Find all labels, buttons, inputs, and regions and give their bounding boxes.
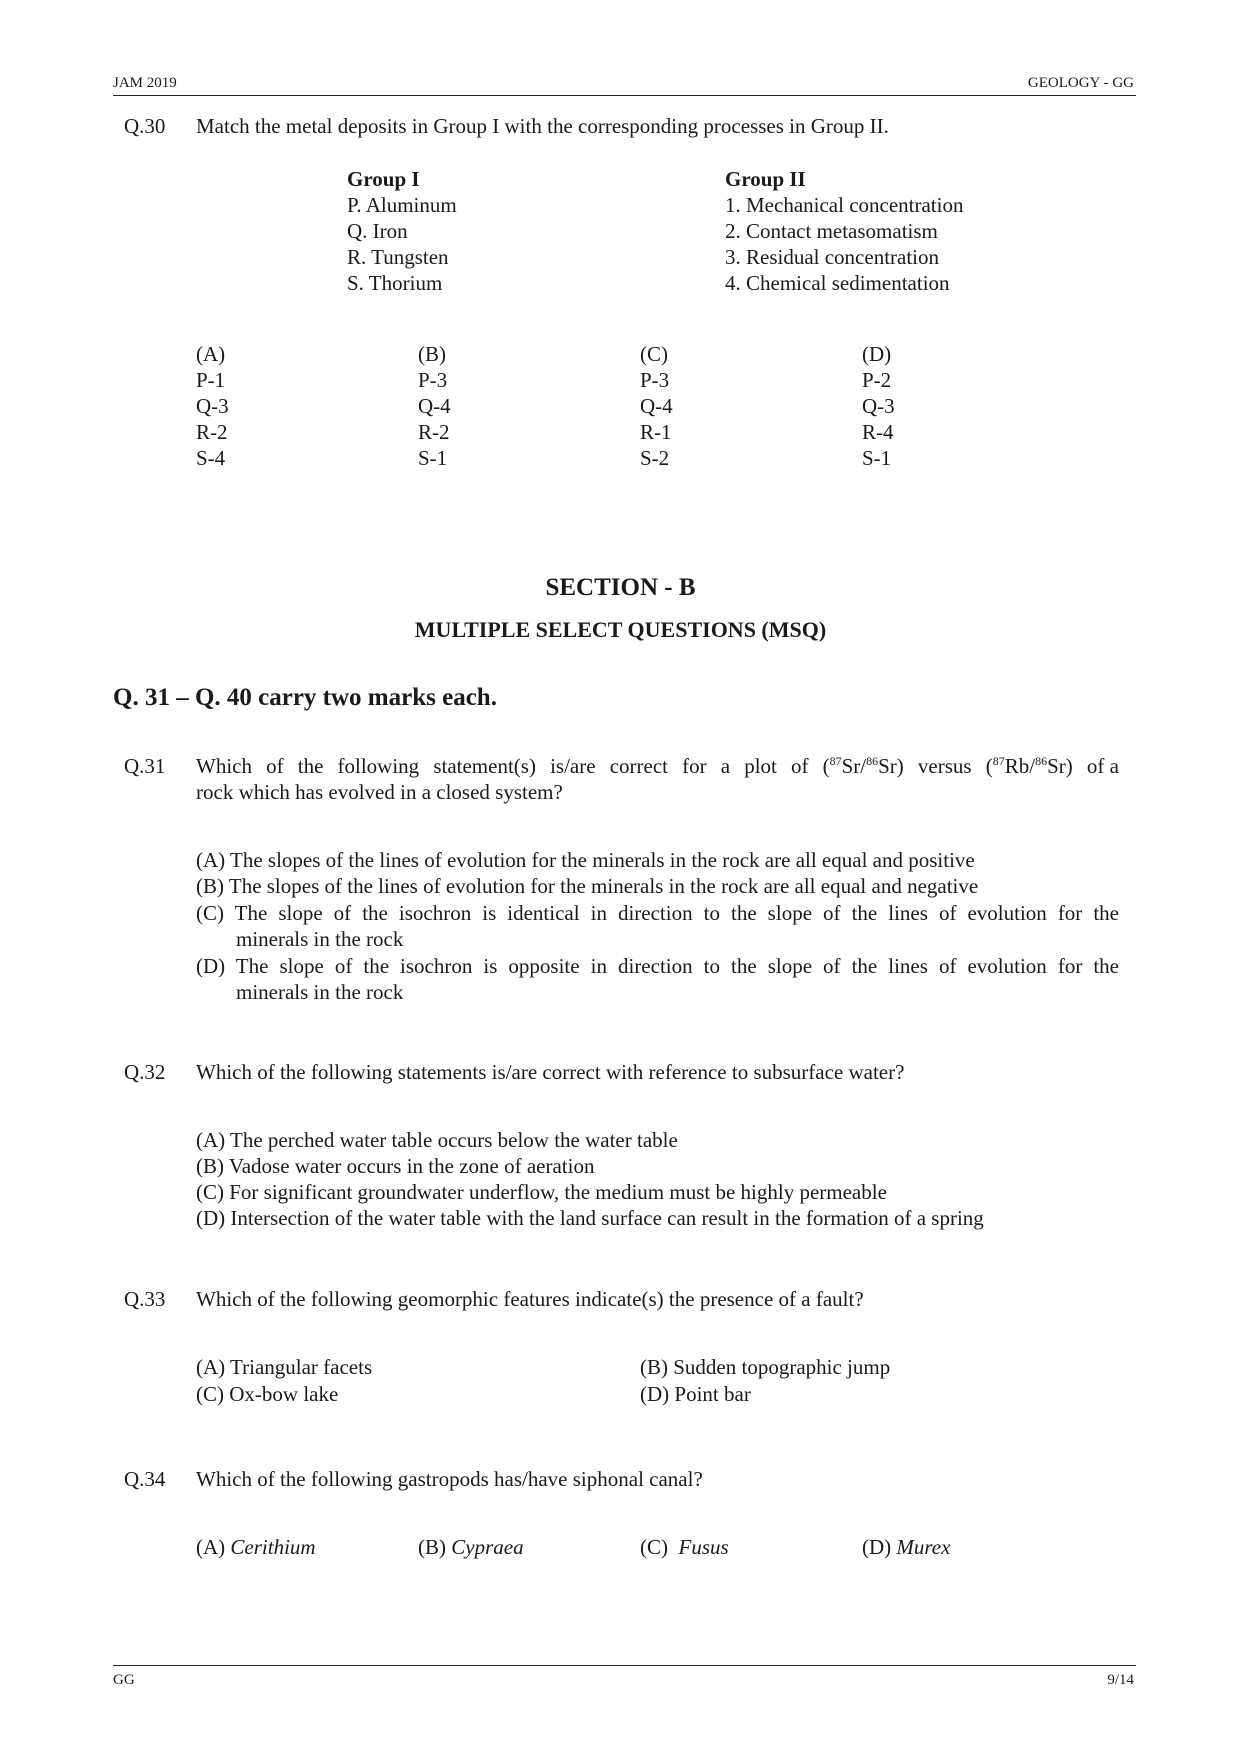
- word: the: [297, 754, 324, 778]
- header-left: JAM 2019: [113, 75, 177, 91]
- q30-option-b[interactable]: [418, 341, 451, 471]
- header-right: GEOLOGY - GG: [1027, 75, 1134, 91]
- section-title: SECTION - B: [545, 574, 696, 601]
- word: plot: [744, 754, 777, 778]
- option-label: (C): [640, 342, 668, 366]
- group1-item: R. Tungsten: [347, 245, 449, 269]
- group1-title: Group I: [347, 167, 420, 191]
- group2-title: Group II: [725, 167, 806, 191]
- q32-option-a[interactable]: (A) The perched water table occurs below the water table: [196, 1128, 678, 1152]
- word: of: [790, 754, 809, 778]
- word: Which: [196, 754, 252, 778]
- section-subtitle: MULTIPLE SELECT QUESTIONS (MSQ): [414, 617, 827, 642]
- q34-option-a[interactable]: [196, 1534, 316, 1560]
- q33-option-b[interactable]: (B) Sudden topographic jump: [640, 1355, 891, 1379]
- option-genus: Murex: [896, 1535, 951, 1559]
- option-line: R-4: [862, 420, 894, 444]
- q32-option-b[interactable]: (B) Vadose water occurs in the zone of aeration: [196, 1154, 595, 1178]
- q32-options: [196, 1127, 984, 1231]
- q31-option-c[interactable]: (C) The slope of the isochron is identical in direction to the slope of the lines of evolution for the: [196, 901, 1119, 925]
- word: following: [337, 754, 420, 778]
- q31-number: Q.31: [124, 754, 166, 778]
- group1-item: Q. Iron: [347, 219, 408, 243]
- group1-item: P. Aluminum: [347, 193, 457, 217]
- q33-option-c[interactable]: (C) Ox-bow lake: [196, 1382, 339, 1406]
- q30-text: Match the metal deposits in Group I with the corresponding processes in Group II.: [196, 114, 889, 138]
- option-line: S-1: [418, 446, 448, 470]
- group1: [347, 166, 457, 296]
- q33-text: Which of the following geomorphic features indicate(s) the presence of a fault?: [196, 1287, 864, 1311]
- q34-option-b[interactable]: [418, 1534, 524, 1560]
- q34-number: Q.34: [124, 1467, 166, 1491]
- option-label: (B): [418, 1535, 446, 1559]
- option-line: Q-3: [862, 394, 895, 418]
- q34-option-d[interactable]: [862, 1534, 950, 1560]
- group2-item: 4. Chemical sedimentation: [725, 271, 950, 295]
- q30-option-d[interactable]: [862, 341, 895, 471]
- footer-rule: [113, 1665, 1136, 1666]
- option-label: (D): [862, 342, 892, 366]
- q31-option-a[interactable]: (A) The slopes of the lines of evolution for the minerals in the rock are all equal and positive: [196, 848, 975, 872]
- option-line: Q-4: [640, 394, 673, 418]
- option-line: P-3: [640, 368, 670, 392]
- word: versus: [917, 754, 972, 778]
- word: is/are: [550, 754, 596, 778]
- group1-item: S. Thorium: [347, 271, 443, 295]
- option-genus: Fusus: [678, 1535, 729, 1559]
- q31-option-c-cont: minerals in the rock: [236, 927, 404, 951]
- option-label: (C): [640, 1535, 668, 1559]
- word: for: [682, 754, 707, 778]
- ratio-sr87-sr86: ($^{87}$Sr/$^{86}$Sr): [822, 754, 904, 778]
- word: of a: [1086, 754, 1119, 778]
- option-line: P-2: [862, 368, 892, 392]
- group2-item: 2. Contact metasomatism: [725, 219, 938, 243]
- marks-note: Q. 31 – Q. 40 carry two marks each.: [113, 684, 497, 711]
- option-line: P-1: [196, 368, 226, 392]
- option-line: S-1: [862, 446, 892, 470]
- q33-option-a[interactable]: (A) Triangular facets: [196, 1355, 373, 1379]
- group2: [725, 166, 963, 296]
- option-line: R-2: [196, 420, 228, 444]
- q33-option-d[interactable]: (D) Point bar: [640, 1382, 751, 1406]
- option-line: Q-4: [418, 394, 451, 418]
- q31-option-b[interactable]: (B) The slopes of the lines of evolution for the minerals in the rock are all equal and negative: [196, 874, 979, 898]
- option-line: P-3: [418, 368, 448, 392]
- page-number: 9/14: [1107, 1672, 1134, 1688]
- q34-option-c[interactable]: [640, 1534, 729, 1560]
- q31-option-d-cont: minerals in the rock: [236, 980, 404, 1004]
- q30-option-c[interactable]: [640, 341, 673, 471]
- option-line: Q-3: [196, 394, 229, 418]
- q30-option-a[interactable]: [196, 341, 229, 471]
- q32-option-c[interactable]: (C) For significant groundwater underflow, the medium must be highly permeable: [196, 1180, 887, 1204]
- q31-text-line1: [196, 753, 1119, 779]
- option-line: R-2: [418, 420, 450, 444]
- option-label: (B): [418, 342, 446, 366]
- group2-item: 3. Residual concentration: [725, 245, 940, 269]
- q34-text: Which of the following gastropods has/have siphonal canal?: [196, 1467, 703, 1491]
- q33-number: Q.33: [124, 1287, 166, 1311]
- q32-option-d[interactable]: (D) Intersection of the water table with the land surface can result in the formation of a spring: [196, 1206, 984, 1230]
- option-line: S-4: [196, 446, 226, 470]
- header-rule: [113, 95, 1136, 96]
- option-line: R-1: [640, 420, 672, 444]
- q32-number: Q.32: [124, 1060, 166, 1084]
- option-label: (A): [196, 1535, 226, 1559]
- group2-item: 1. Mechanical concentration: [725, 193, 964, 217]
- option-genus: Cypraea: [451, 1535, 524, 1559]
- option-label: (A): [196, 342, 226, 366]
- word: of: [266, 754, 284, 778]
- option-genus: Cerithium: [230, 1535, 316, 1559]
- option-label: (D): [862, 1535, 892, 1559]
- option-line: S-2: [640, 446, 670, 470]
- footer-left: GG: [113, 1672, 135, 1688]
- word: a: [720, 754, 731, 778]
- q30-number: Q.30: [124, 114, 166, 138]
- word: correct: [609, 754, 668, 778]
- q31-option-d[interactable]: (D) The slope of the isochron is opposite in direction to the slope of the lines of evolution for the: [196, 954, 1119, 978]
- word: statement(s): [433, 754, 536, 778]
- q32-text: Which of the following statements is/are correct with reference to subsurface water?: [196, 1060, 905, 1084]
- ratio-rb87-sr86: ($^{87}$Rb/$^{86}$Sr): [985, 754, 1073, 778]
- q31-text-line2: rock which has evolved in a closed system?: [196, 780, 563, 804]
